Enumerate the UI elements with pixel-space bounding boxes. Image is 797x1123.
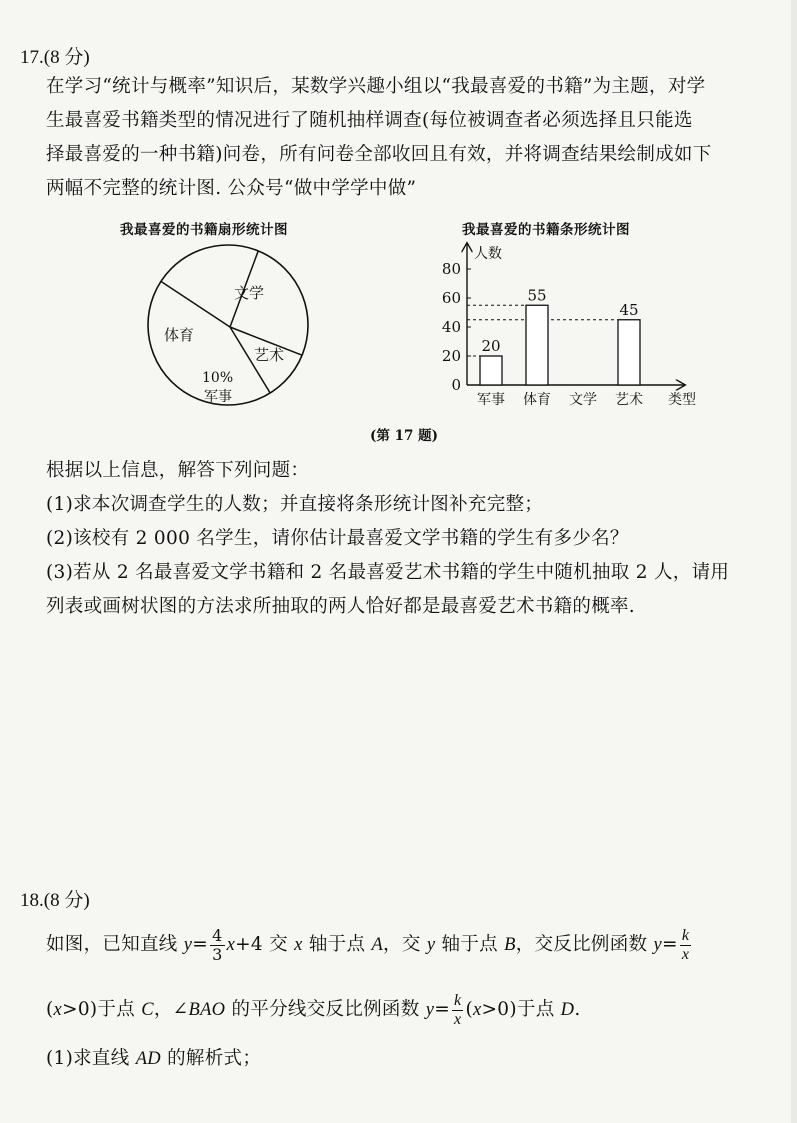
q17-sub-1: (1)求本次调查学生的人数；并直接将条形统计图补充完整； — [46, 494, 544, 515]
q17-questions — [46, 454, 729, 624]
y-tick-label: 60 — [441, 289, 461, 307]
pie-label-military: 军事 — [204, 389, 232, 405]
y-tick-label: 40 — [441, 318, 461, 336]
q18-text: 轴于点 — [302, 934, 372, 955]
y-tick-label: 0 — [451, 376, 461, 394]
q18-text: (1)求直线 — [46, 1048, 136, 1069]
equals-sign: = — [192, 934, 209, 955]
pie-chart-title: 我最喜爱的书籍扇形统计图 — [120, 222, 288, 238]
q18-line-1 — [46, 925, 693, 965]
q18-line-2 — [46, 990, 581, 1030]
point-b: B — [504, 935, 516, 955]
q18-text: >0)于点 — [481, 999, 561, 1020]
point-a: A — [371, 935, 384, 955]
pie-value-label-military: 10% — [202, 370, 234, 386]
fraction-denominator: x — [454, 1010, 462, 1028]
bar-series — [477, 286, 643, 408]
pie-label-sports: 体育 — [164, 326, 195, 344]
fraction-denominator: x — [681, 945, 690, 963]
q18-text: 如图，已知直线 — [46, 934, 184, 955]
q17-intro-line-1: 在学习“统计与概率”知识后，某数学兴趣小组以“我最喜爱的书籍”为主题，对学 — [46, 76, 706, 97]
fraction-numerator: k — [681, 926, 690, 944]
figure-caption: (第 17 题) — [370, 428, 438, 444]
x-category-label: 体育 — [523, 392, 551, 408]
q18-text: ( — [46, 999, 54, 1020]
pie-boundary-literature-start — [161, 281, 230, 327]
bar-体育 — [526, 305, 548, 385]
fraction-numerator: 4 — [212, 925, 223, 945]
q18-text: ，∠ — [153, 999, 189, 1020]
bar-data-label: 55 — [527, 286, 547, 305]
point-c: C — [141, 1000, 154, 1020]
q18-text: 的解析式； — [160, 1048, 262, 1069]
fraction-numerator: k — [454, 991, 462, 1009]
fraction-k-x — [680, 927, 691, 964]
fraction-k-x — [452, 992, 463, 1029]
fraction-4-3 — [210, 927, 224, 964]
q18-text: ，交 — [383, 934, 427, 955]
q17-sub-2: (2)该校有 2 000 名学生，请你估计最喜爱文学书籍的学生有多少名？ — [46, 528, 629, 549]
var-x: x — [472, 1000, 482, 1020]
var-y: y — [426, 935, 436, 955]
bar-军事 — [480, 356, 502, 385]
q17-intro — [46, 70, 712, 206]
var-y: y — [183, 935, 193, 955]
q17-intro-line-2: 生最喜爱书籍类型的情况进行了随机抽样调查(每位被调查者必须选择且只能选 — [46, 110, 693, 131]
q17-sub-3-line-1: (3)若从 2 名最喜爱文学书籍和 2 名最喜爱艺术书籍的学生中随机抽取 2 人，请用 — [46, 562, 730, 583]
point-d: D — [560, 1000, 575, 1020]
x-category-label: 文学 — [569, 392, 597, 408]
x-category-label: 军事 — [477, 392, 505, 408]
q17-question-lead: 根据以上信息，解答下列问题： — [46, 460, 310, 481]
q18-text: 的平分线交反比例函数 — [225, 999, 426, 1020]
q18-text: ( — [465, 999, 473, 1020]
q17-number: 17.(8 分) — [20, 47, 90, 68]
bar-x-axis-label: 类型 — [668, 392, 696, 408]
q18-text: 轴于点 — [435, 934, 505, 955]
page-edge-shadow — [791, 0, 797, 1123]
q17-intro-line-4: 两幅不完整的统计图. 公众号“做中学学中做” — [46, 178, 417, 199]
y-tick-label: 80 — [441, 260, 461, 278]
equals-sign: = — [434, 999, 451, 1020]
var-y: y — [425, 1000, 435, 1020]
q17-intro-line-3: 择最喜爱的一种书籍)问卷，所有问卷全部收回且有效，并将调查结果绘制成如下 — [46, 144, 712, 165]
pie-label-literature: 文学 — [234, 284, 265, 302]
q18-text: +4 交 — [235, 934, 295, 955]
q18-text: >0)于点 — [62, 999, 142, 1020]
pie-label-art: 艺术 — [254, 346, 285, 364]
var-y: y — [653, 935, 663, 955]
q18-sub-1 — [46, 1042, 261, 1076]
q18-number: 18.(8 分) — [20, 890, 90, 911]
y-tick-label: 20 — [441, 347, 461, 365]
var-x: x — [226, 935, 236, 955]
x-category-label: 艺术 — [615, 392, 643, 408]
bar-艺术 — [618, 320, 640, 385]
fraction-denominator: 3 — [212, 944, 223, 964]
bar-y-axis-label: 人数 — [474, 246, 502, 262]
bar-chart-title: 我最喜爱的书籍条形统计图 — [462, 222, 630, 238]
pie-chart — [130, 240, 330, 420]
line-ad: AD — [135, 1049, 161, 1069]
bar-chart — [430, 238, 720, 418]
angle-bao: BAO — [188, 1000, 226, 1020]
q17-sub-3-line-2: 列表或画树状图的方法求所抽取的两人恰好都是最喜爱艺术书籍的概率. — [46, 596, 635, 617]
q18-text: . — [574, 999, 581, 1020]
var-x: x — [294, 935, 303, 955]
q18-text: ，交反比例函数 — [515, 934, 654, 955]
equals-sign: = — [662, 934, 678, 955]
var-x: x — [53, 1000, 63, 1020]
bar-data-label: 45 — [619, 300, 639, 319]
bar-data-label: 20 — [481, 337, 501, 355]
